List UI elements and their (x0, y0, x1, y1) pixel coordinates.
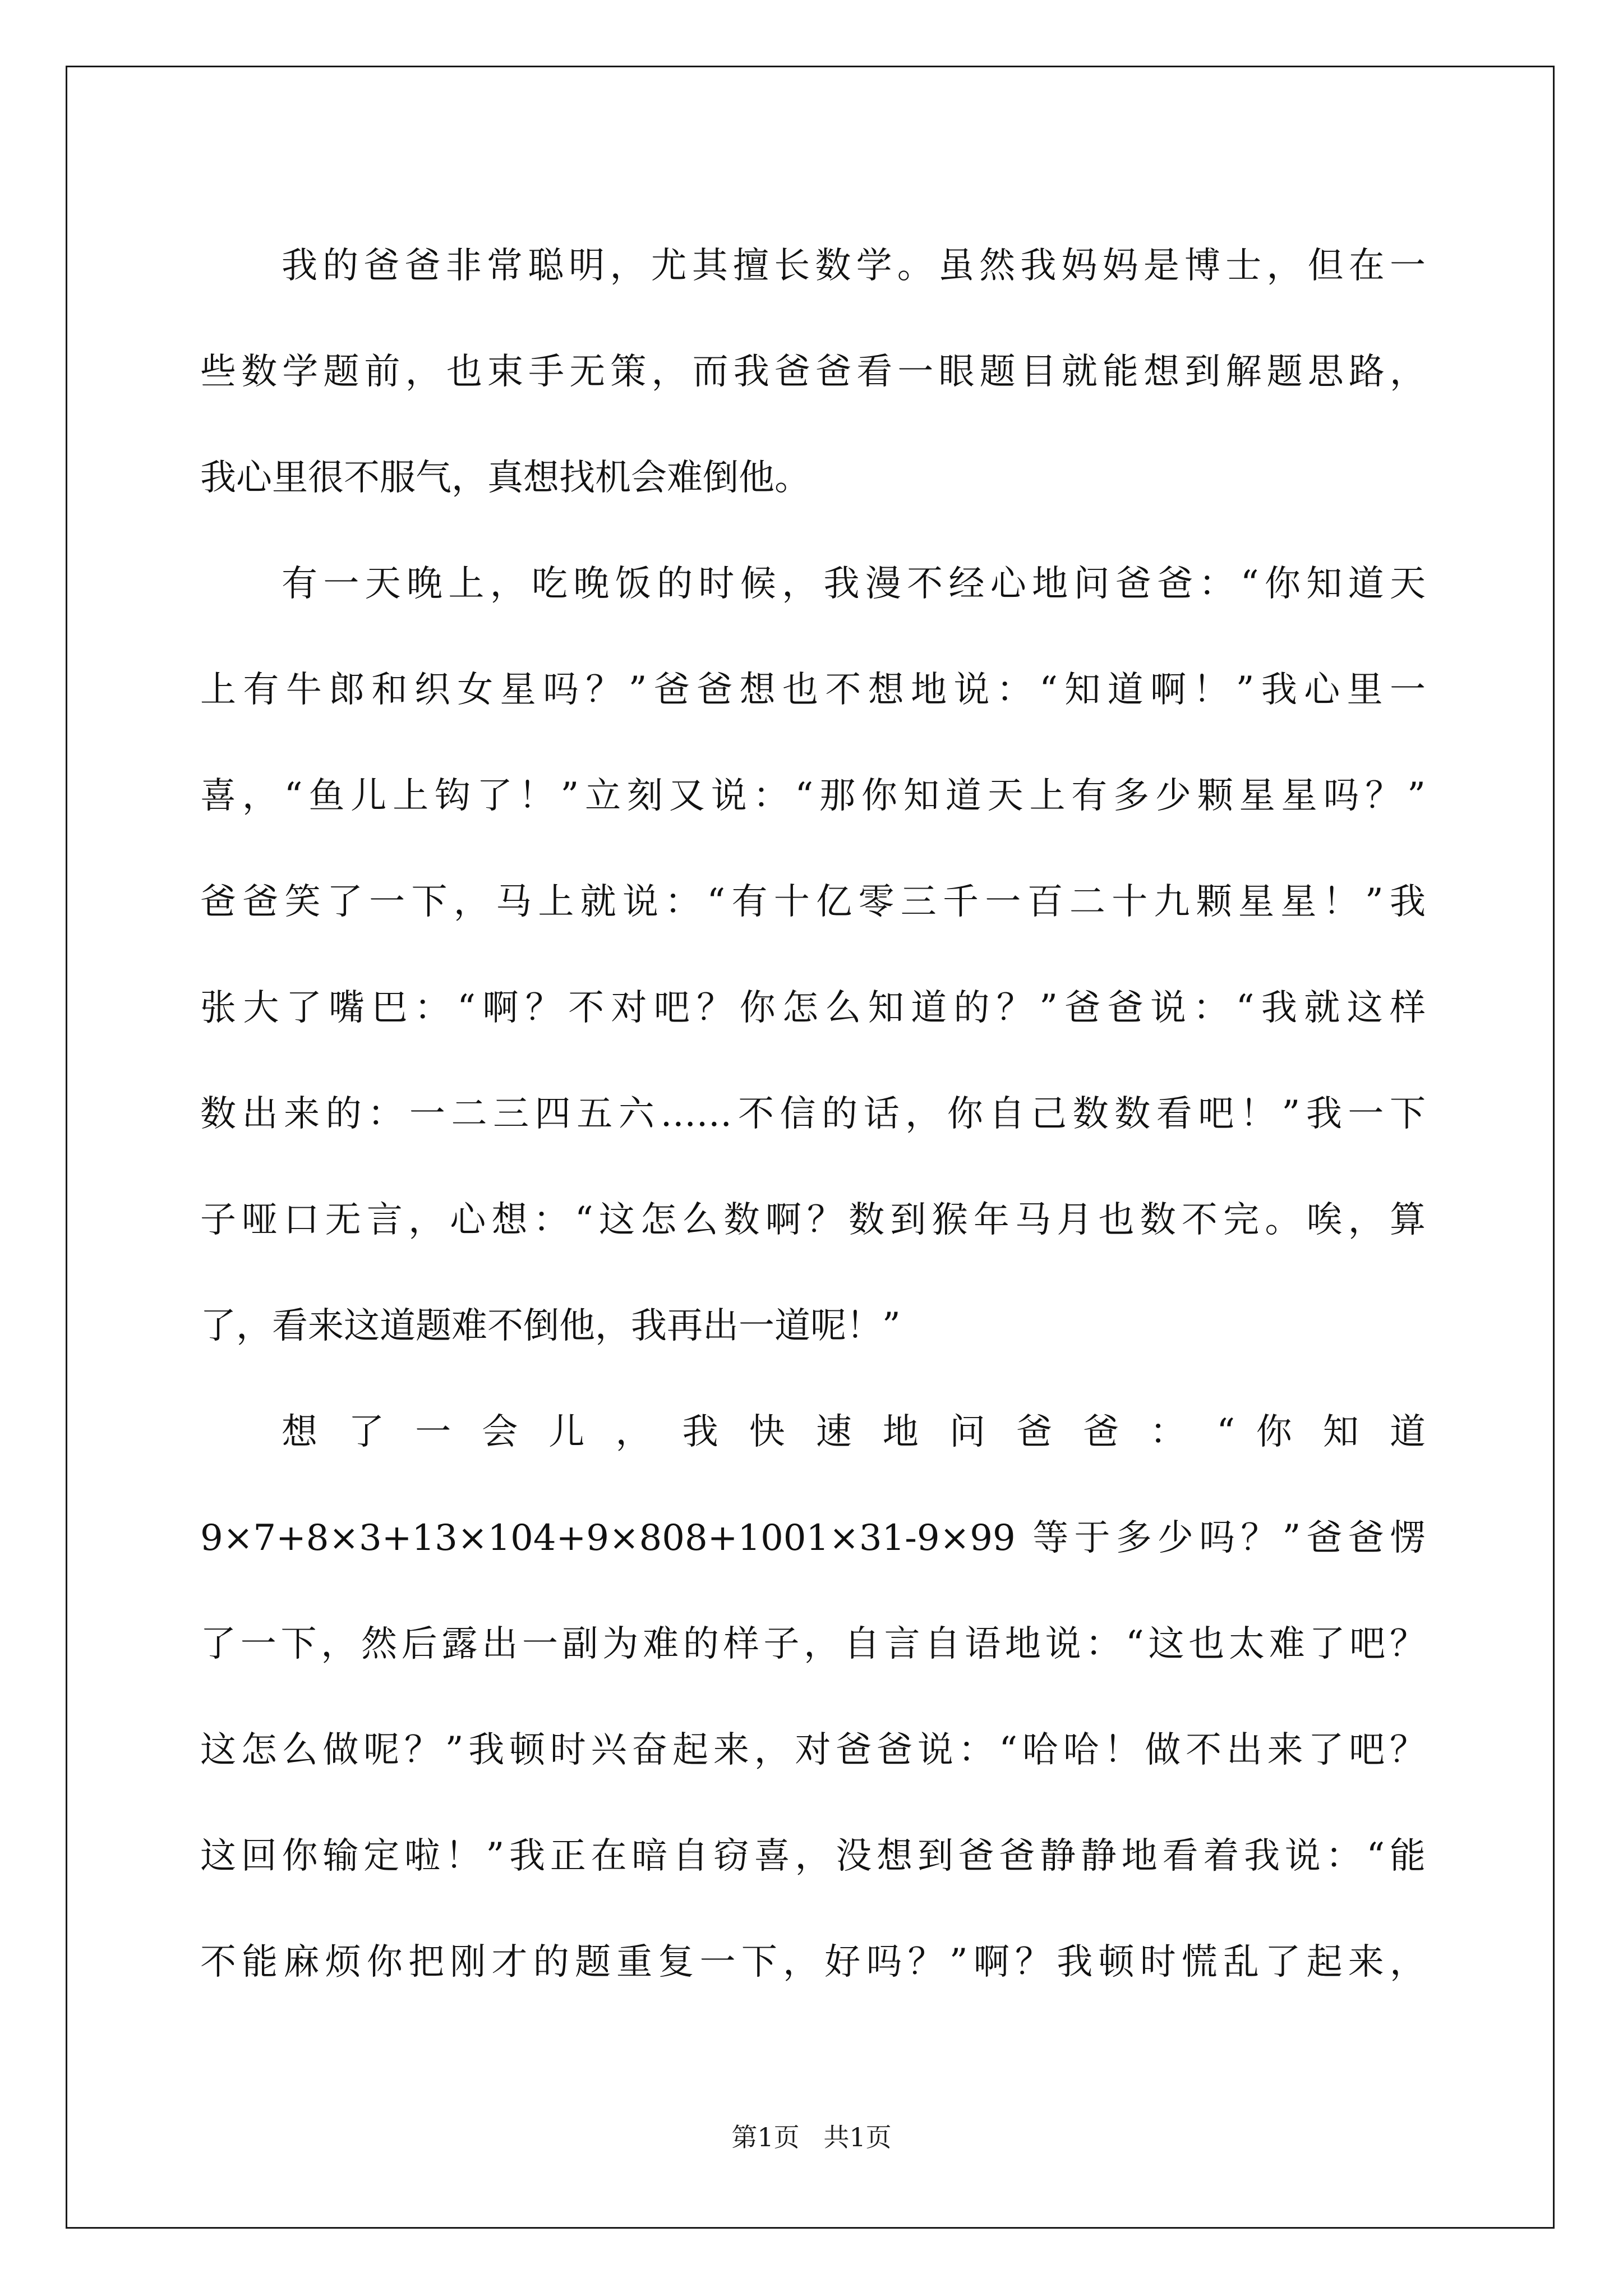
paragraph-line: 这回你输定啦！”我正在暗自窃喜，没想到爸爸静静地看着我说：“能 (200, 1835, 1426, 1877)
page-total: 共1页 (823, 2122, 892, 2152)
paragraph-line: 张大了嘴巴：“啊？不对吧？你怎么知道的？”爸爸说：“我就这样 (200, 987, 1426, 1029)
paragraph-line: 数出来的：一二三四五六……不信的话，你自己数数看吧！”我一下 (200, 1093, 1426, 1135)
paragraph-line: 些数学题前，也束手无策，而我爸爸看一眼题目就能想到解题思路， (200, 351, 1426, 393)
page-footer (0, 2120, 1623, 2154)
paragraph-line: 我心里很不服气，真想找机会难倒他。 (200, 457, 810, 499)
paragraph-line: 子哑口无言，心想：“这怎么数啊？数到猴年马月也数不完。唉，算 (200, 1199, 1426, 1241)
paragraph-line: 我的爸爸非常聪明，尤其擅长数学。虽然我妈妈是博士，但在一 (282, 245, 1426, 287)
document-body (200, 213, 1426, 2016)
paragraph-line: 9×7+8×3+13×104+9×808+1001×31-9×99 等于多少吗？”爸爸愣 (200, 1517, 1426, 1559)
paragraph-line: 爸爸笑了一下，马上就说：“有十亿零三千一百二十九颗星星！”我 (200, 881, 1426, 923)
paragraph-line: 了，看来这道题难不倒他，我再出一道呢！” (200, 1305, 901, 1347)
paragraph-line: 了一下，然后露出一副为难的样子，自言自语地说：“这也太难了吧？ (200, 1623, 1426, 1665)
paragraph-line: 上有牛郎和织女星吗？”爸爸想也不想地说：“知道啊！”我心里一 (200, 669, 1426, 711)
paragraph-line: 喜，“鱼儿上钩了！”立刻又说：“那你知道天上有多少颗星星吗？” (200, 775, 1426, 817)
paragraph-line: 不能麻烦你把刚才的题重复一下，好吗？”啊？我顿时慌乱了起来， (200, 1941, 1426, 1983)
paragraph-line: 有一天晚上，吃晚饭的时候，我漫不经心地问爸爸：“你知道天 (282, 563, 1426, 605)
paragraph-line: 想 了 一 会 儿 ， 我 快 速 地 问 爸 爸 ： “ 你 知 道 (282, 1411, 1426, 1453)
page-number: 第1页 (731, 2122, 800, 2152)
paragraph-line: 这怎么做呢？”我顿时兴奋起来，对爸爸说：“哈哈！做不出来了吧？ (200, 1729, 1426, 1771)
